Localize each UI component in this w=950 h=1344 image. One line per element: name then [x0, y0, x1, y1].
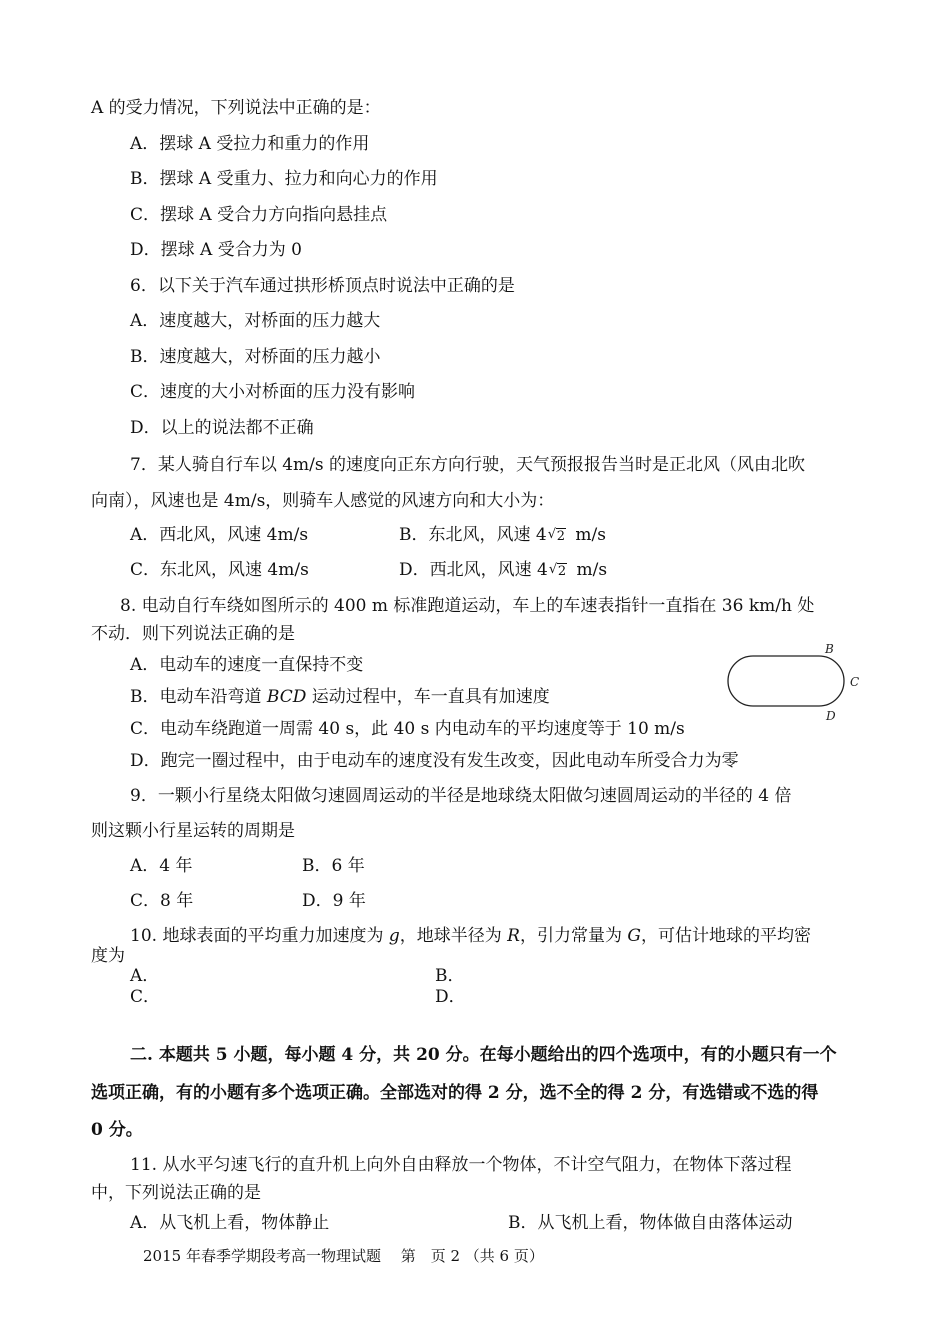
q10-stem-text: ，引力常量为 — [519, 926, 628, 946]
q11-stem-line-2: 中，下列说法正确的是 — [91, 1183, 261, 1203]
q7-option-b-unit: m/s — [570, 525, 606, 545]
q10-var-r: R — [507, 926, 520, 946]
q8-option-d: D．跑完一圈过程中，由于电动车的速度没有发生改变，因此电动车所受合力为零 — [130, 751, 739, 771]
q8-stem-line-2: 不动．则下列说法正确的是 — [91, 624, 295, 644]
q9-option-b: B．6 年 — [302, 856, 365, 876]
running-track-oval — [728, 656, 844, 706]
q6-option-d: D．以上的说法都不正确 — [130, 418, 314, 438]
q7-option-c: C．东北风，风速 4m/s — [130, 560, 309, 580]
section-2-heading-line-3: 0 分。 — [91, 1120, 143, 1140]
running-track-figure — [722, 640, 872, 725]
q7-option-b-radicand: 2 — [556, 529, 565, 544]
q7-stem-line-1: 7．某人骑自行车以 4m/s 的速度向正东方向行驶，天气预报报告当时是正北风（风由北吹 — [130, 455, 806, 475]
q8-option-a: A．电动车的速度一直保持不变 — [130, 655, 364, 675]
q5-stem-tail: A 的受力情况，下列说法中正确的是： — [91, 98, 381, 118]
q9-stem-line-1: 9．一颗小行星绕太阳做匀速圆周运动的半径是地球绕太阳做匀速圆周运动的半径的 4 倍 — [130, 786, 792, 806]
q5-option-d: D．摆球 A 受合力为 0 — [130, 240, 302, 260]
q7-option-b — [399, 524, 606, 548]
q8-option-b-text: B．电动车沿弯道 — [130, 687, 267, 707]
q10-var-g: g — [388, 926, 400, 946]
section-2-heading-line-2: 选项正确，有的小题有多个选项正确。全部选对的得 2 分，选不全的得 2 分，有选错或不选的得 — [91, 1083, 819, 1103]
q10-option-d: D． — [435, 987, 466, 1007]
q10-stem-text: ，地球半径为 — [399, 926, 508, 946]
q7-option-a: A．西北风，风速 4m/s — [130, 525, 309, 545]
q7-stem-line-2: 向南），风速也是 4m/s，则骑车人感觉的风速方向和大小为： — [91, 491, 555, 511]
q10-option-b: B． — [435, 966, 465, 986]
q10-stem-line-1 — [130, 925, 811, 947]
q9-option-c: C．8 年 — [130, 891, 194, 911]
q7-option-d-radicand: 2 — [557, 564, 567, 579]
q10-stem-text: 10. 地球表面的平均重力加速度为 — [130, 926, 389, 946]
q8-option-b — [130, 686, 550, 708]
q11-option-a: A．从飞机上看，物体静止 — [130, 1213, 330, 1233]
q5-option-b: B．摆球 A 受重力、拉力和向心力的作用 — [130, 169, 438, 189]
q6-option-c: C．速度的大小对桥面的压力没有影响 — [130, 382, 416, 402]
track-label-d: D — [826, 709, 836, 723]
q10-stem-line-2: 度为 — [91, 946, 125, 966]
q6-option-b: B．速度越大，对桥面的压力越小 — [130, 347, 381, 367]
q6-stem: 6．以下关于汽车通过拱形桥顶点时说法中正确的是 — [130, 276, 515, 296]
q11-option-b: B．从飞机上看，物体做自由落体运动 — [508, 1213, 793, 1233]
sqrt-symbol: √ 2 — [548, 562, 567, 579]
q5-option-a: A．摆球 A 受拉力和重力的作用 — [130, 134, 370, 154]
sqrt-symbol: √ 2 — [547, 527, 565, 544]
q9-stem-line-2: 则这颗小行星运转的周期是 — [91, 821, 295, 841]
q7-option-b-text: B．东北风，风速 4 — [399, 525, 547, 545]
q8-option-b-text-end: 运动过程中，车一直具有加速度 — [306, 687, 550, 707]
q9-option-a: A．4 年 — [130, 856, 193, 876]
q7-option-d — [399, 559, 607, 583]
q10-stem-text: ，可估计地球的平均密 — [640, 926, 811, 946]
q10-var-g-const: G — [627, 926, 641, 946]
section-2-heading-line-1: 二. 本题共 5 小题，每小题 4 分，共 20 分。在每小题给出的四个选项中，有的小题只有一个 — [130, 1045, 837, 1065]
track-label-b: B — [825, 642, 834, 656]
q8-option-c: C．电动车绕跑道一周需 40 s，此 40 s 内电动车的平均速度等于 10 m/s — [130, 719, 685, 739]
q8-option-b-variable: BCD — [266, 687, 307, 707]
q8-stem-line-1: 8. 电动自行车绕如图所示的 400 m 标准跑道运动，车上的车速表指针一直指在 36 km/h 处 — [120, 596, 815, 616]
q6-option-a: A．速度越大，对桥面的压力越大 — [130, 311, 381, 331]
q10-option-a: A． — [130, 966, 160, 986]
q9-option-d: D．9 年 — [302, 891, 366, 911]
track-label-c: C — [850, 675, 860, 689]
q5-option-c: C．摆球 A 受合力方向指向悬挂点 — [130, 205, 388, 225]
q10-option-c: C． — [130, 987, 161, 1007]
q11-stem-line-1: 11. 从水平匀速飞行的直升机上向外自由释放一个物体，不计空气阻力，在物体下落过程 — [130, 1155, 792, 1175]
q7-option-d-text: D．西北风，风速 4 — [399, 560, 548, 580]
page-footer: 2015 年春季学期段考高一物理试题 第 页 2 （共 6 页） — [143, 1247, 544, 1265]
q7-option-d-unit: m/s — [571, 560, 608, 580]
